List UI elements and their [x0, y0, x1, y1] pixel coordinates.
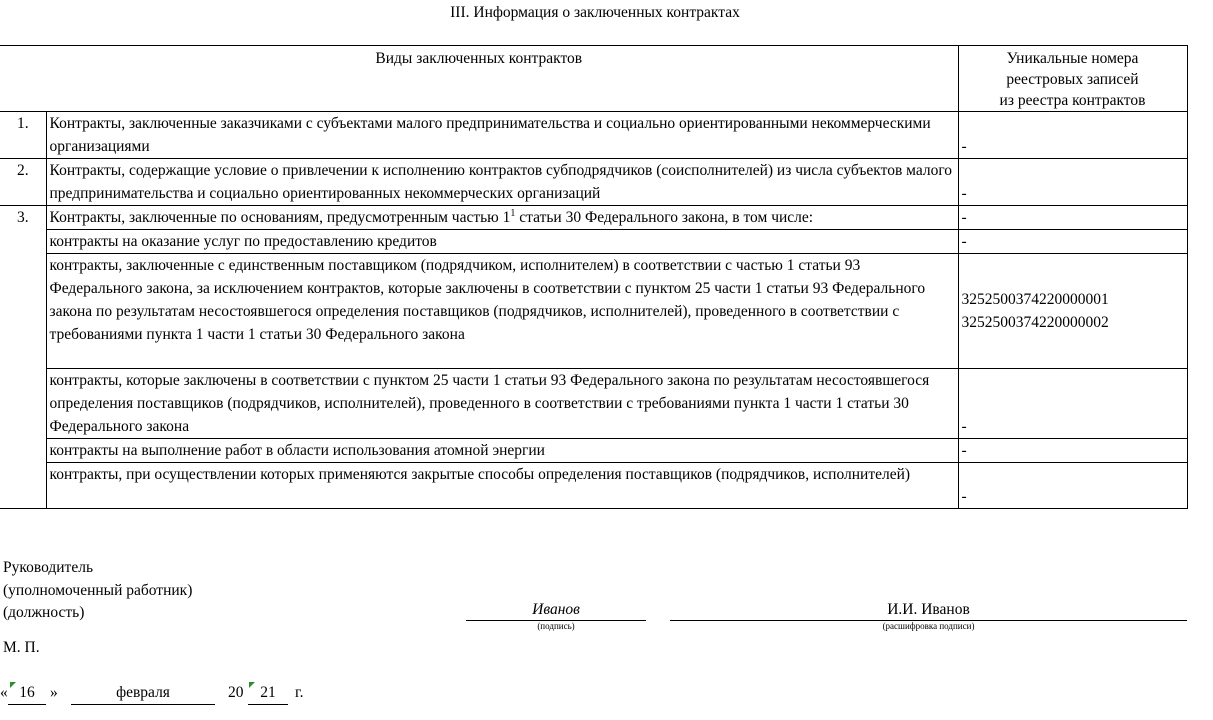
row-number: 1.: [0, 112, 46, 159]
row-registry-value: [958, 254, 1187, 369]
header-reg-line-3: из реестра контрактов: [999, 92, 1146, 109]
row-description: [46, 206, 958, 230]
table-row: [0, 254, 1187, 369]
row-registry-value: -: [958, 439, 1187, 463]
table-header-row: [0, 46, 1187, 112]
row-description: Контракты, заключенные заказчиками с субъектами малого предпринимательства и социально ориентированными некоммерческими организациями: [46, 112, 958, 159]
row-description-part: статьи 30 Федерального закона, в том числе:: [515, 209, 814, 226]
section-title: III. Информация о заключенных контрактах: [450, 4, 740, 21]
header-reg-line-1: Уникальные номера: [1006, 50, 1139, 67]
table-row: [0, 369, 1187, 439]
row-registry-value: -: [958, 159, 1187, 206]
row-description: контракты на оказание услуг по предоставлению кредитов: [46, 230, 958, 254]
row-registry-value: -: [958, 112, 1187, 159]
date-row: [0, 685, 320, 707]
header-contract-types: [0, 46, 958, 112]
role-line: Руководитель: [3, 559, 94, 576]
row-description-part: Контракты, заключенные по основаниям, предусмотренным частью 1: [49, 209, 511, 226]
row-number: 2.: [0, 159, 46, 206]
table-row: [0, 206, 1187, 230]
row-registry-value: -: [958, 369, 1187, 439]
date-year-value: 21: [260, 684, 276, 701]
signature-field[interactable]: Иванов: [466, 602, 646, 621]
row-description: Контракты, содержащие условие о привлечении к исполнению контрактов субподрядчиков (соисполнителей) из числа субъектов малого предпринимательства и социально ориентированных некоммерческих организаций: [46, 159, 958, 206]
date-day-field[interactable]: [8, 685, 46, 705]
row-description: контракты, при осуществлении которых применяются закрытые способы определения поставщиков (подрядчиков, исполнителей): [46, 463, 958, 509]
registry-number: 3252500374220000002: [961, 314, 1109, 331]
table-row: [0, 112, 1187, 159]
table-row: [0, 159, 1187, 206]
row-description: контракты, которые заключены в соответствии с пунктом 25 части 1 статьи 93 Федерального закона по результатам несостоявшегося определения поставщиков (подрядчиков, исполнителей), проведенного в соответствии с требованиями пункта 1 части 1 статьи 30 Федерального закона: [46, 369, 958, 439]
row-number: 3.: [0, 206, 46, 509]
row-registry-value: -: [958, 206, 1187, 230]
field-marker-icon: [10, 682, 16, 688]
superscript: 1: [510, 208, 516, 219]
date-year-prefix: 20: [228, 684, 244, 701]
header-registry-numbers: [958, 46, 1187, 112]
row-registry-value: -: [958, 230, 1187, 254]
registry-number: 3252500374220000001: [961, 291, 1109, 308]
table-row: [0, 230, 1187, 254]
signatory-role: [3, 557, 192, 625]
role-line: (должность): [3, 604, 85, 621]
row-description: контракты, заключенные с единственным поставщиком (подрядчиком, исполнителем) в соответствии с частью 1 статьи 93 Федерального закона, за исключением контрактов, которые заключены в соответствии с пунктом 25 части 1 статьи 93 Федерального закона по результатам несостоявшегося определения поставщиков (подрядчиков, исполнителей), проведенного в соответствии с требованиями пункта 1 части 1 статьи 30 Федерального закона: [46, 254, 958, 369]
row-registry-value: -: [958, 463, 1187, 509]
signature-name-caption: (расшифровка подписи): [882, 621, 975, 631]
header-reg-line-2: реестровых записей: [1006, 71, 1139, 88]
contracts-table: [0, 45, 1188, 509]
role-line: (уполномоченный работник): [3, 581, 193, 599]
date-month-field[interactable]: февраля: [71, 685, 215, 705]
date-day-value: 16: [19, 684, 35, 701]
signature-caption: (подпись): [537, 621, 575, 631]
row-description: контракты на выполнение работ в области использования атомной энергии: [46, 439, 958, 463]
table-row: [0, 439, 1187, 463]
date-close-quote: »: [50, 684, 58, 701]
signature-name-field[interactable]: И.И. Иванов: [670, 602, 1187, 621]
date-open-quote: «: [0, 684, 8, 701]
date-year-field[interactable]: [248, 685, 288, 705]
date-year-abbr: г.: [295, 684, 304, 701]
table-row: [0, 463, 1187, 509]
seal-placeholder: М. П.: [3, 639, 40, 656]
field-marker-icon: [249, 682, 255, 688]
header-contract-types-label: Виды заключенных контрактов: [375, 50, 583, 67]
